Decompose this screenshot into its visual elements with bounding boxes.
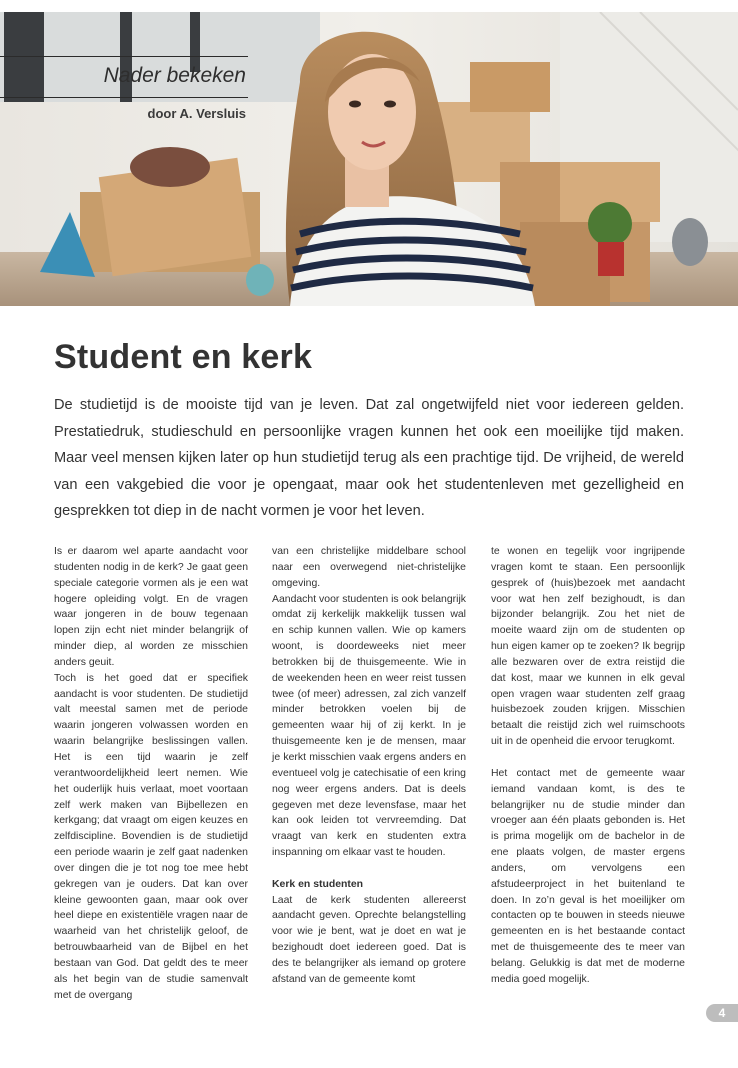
- divider-bottom: [0, 97, 248, 98]
- article-title: Student en kerk: [54, 338, 313, 376]
- section-subheading: Kerk en studenten: [272, 878, 364, 890]
- paragraph: Het contact met de gemeente waar iemand vandaan komt, is des te belangrijker nu de studie minder dan vroeger aan één plaats gebonden is. Het is prima mogelijk om de bachelor in de ene plaats volgen, de master ergens anders, om vervolgens een afstudeerproject in het buitenland te doen. In zo’n geval is het moeilijker om contacten op te bouwen in steeds nieuwe gemeenten en is het bestaande contact met de thuisgemeente des te meer van belang. Gelukkig is dat met de moderne media goed mogelijk.: [491, 767, 685, 985]
- divider-top: [0, 56, 248, 57]
- author-byline: door A. Versluis: [147, 106, 246, 121]
- paragraph: Laat de kerk studenten allereerst aandacht geven. Oprechte belangstelling voor wie je bent, wat je doet en wat je bezighoudt doet iedereen goed. Dat is des te belangrijker als iemand op grotere afstand van de gemeente komt: [272, 894, 466, 985]
- paragraph: te wonen en tegelijk voor ingrijpende vragen komt te staan. Een persoonlijk gesprek of (huis)bezoek met aandacht voor wat hen zelf bezighoudt, is dan bijzonder belangrijk. Zou het niet de moeite waard zijn om de studenten op hun eigen kamer op te zoeken? Ik begrijp alle bezwaren over de extra reistijd die dat kost, maar we kunnen in elk geval open vragen waar studenten zelf graag huisbezoek zouden krijgen. Misschien betaalt die reistijd zich wel ruimschoots uit in de openheid die ervoor terugkomt.: [491, 546, 685, 748]
- page-number-badge: 4: [706, 1004, 738, 1022]
- paragraph: Is er daarom wel aparte aandacht voor studenten nodig in de kerk? Je gaat geen speciale categorie vormen als je een wat hogere opleiding volgt. En de vragen waar jongeren in de bouw tegenaan lopen zijn echt niet minder belangrijk of minder diep, al worden ze misschien anders geuit.: [54, 546, 248, 668]
- text-column-2: [272, 544, 466, 988]
- paragraph: Toch is het goed dat er specifiek aandacht is voor studenten. De studietijd valt meestal samen met de periode waarin jongeren volwassen worden en waarin belangrijke beslissingen vallen. Het is een tijd waarin je zelf verantwoordelijkheid leert nemen. Wie het ouderlijk huis verlaat, moet voortaan zelf werk maken van Bijbellezen en kerkgang; dat vraagt om eigen keuzes en zelfdiscipline. Bovendien is de studietijd een periode waarin je zelf gaat nadenken over dingen die je tot nog toe mee hebt gekregen van je ouders. Dat kan over kleine gewoonten gaan, maar ook over heel diepe en existentiële vragen naar de waarheid van het christelijk geloof, de betrouwbaarheid van de Bijbel en het bestaan van God. Dat geldt des te meer als het begin van de studie samenvalt met de overgang: [54, 672, 248, 1001]
- column-name: Nader bekeken: [103, 64, 246, 87]
- paragraph: van een christelijke middelbare school naar een overwegend niet-christelijke omgeving.: [272, 546, 466, 589]
- text-column-1: [54, 544, 248, 1003]
- paragraph: Aandacht voor studenten is ook belangrijk omdat zij kerkelijk makkelijk tussen wal en schip kunnen vallen. Wie op kamers woont, is doordeweeks niet meer betrokken bij de thuisgemeente. Wie in de weekenden heen en weer reist tussen twee (of meer) adressen, zal zich vanzelf minder betrokken voelen bij de gemeenten waar hij of zij kerkt. In je thuisgemeente ken je de mensen, maar je kerkt misschien vaak ergens anders en eventueel volg je catechisatie of een kring nog weer ergens anders. Dat is deels gegeven met deze levensfase, maar het kan ook leiden tot vervreemding. Dat vraagt van kerk en studenten extra inspanning om elkaar vast te houden.: [272, 593, 466, 859]
- article-intro: De studietijd is de mooiste tijd van je leven. Dat zal ongetwijfeld niet voor iedereen gelden. Prestatiedruk, studieschuld en persoonlijke vragen kunnen het ook een moeilijke tijd maken. Maar veel mensen kijken later op hun studietijd terug als een prachtige tijd. De vrijheid, de wereld van een vakgebied die voor je opengaat, maar ook het studentenleven met gezelligheid en gesprekken tot diep in de nacht vormen je voor het leven.: [54, 397, 684, 519]
- text-column-3: [491, 544, 685, 988]
